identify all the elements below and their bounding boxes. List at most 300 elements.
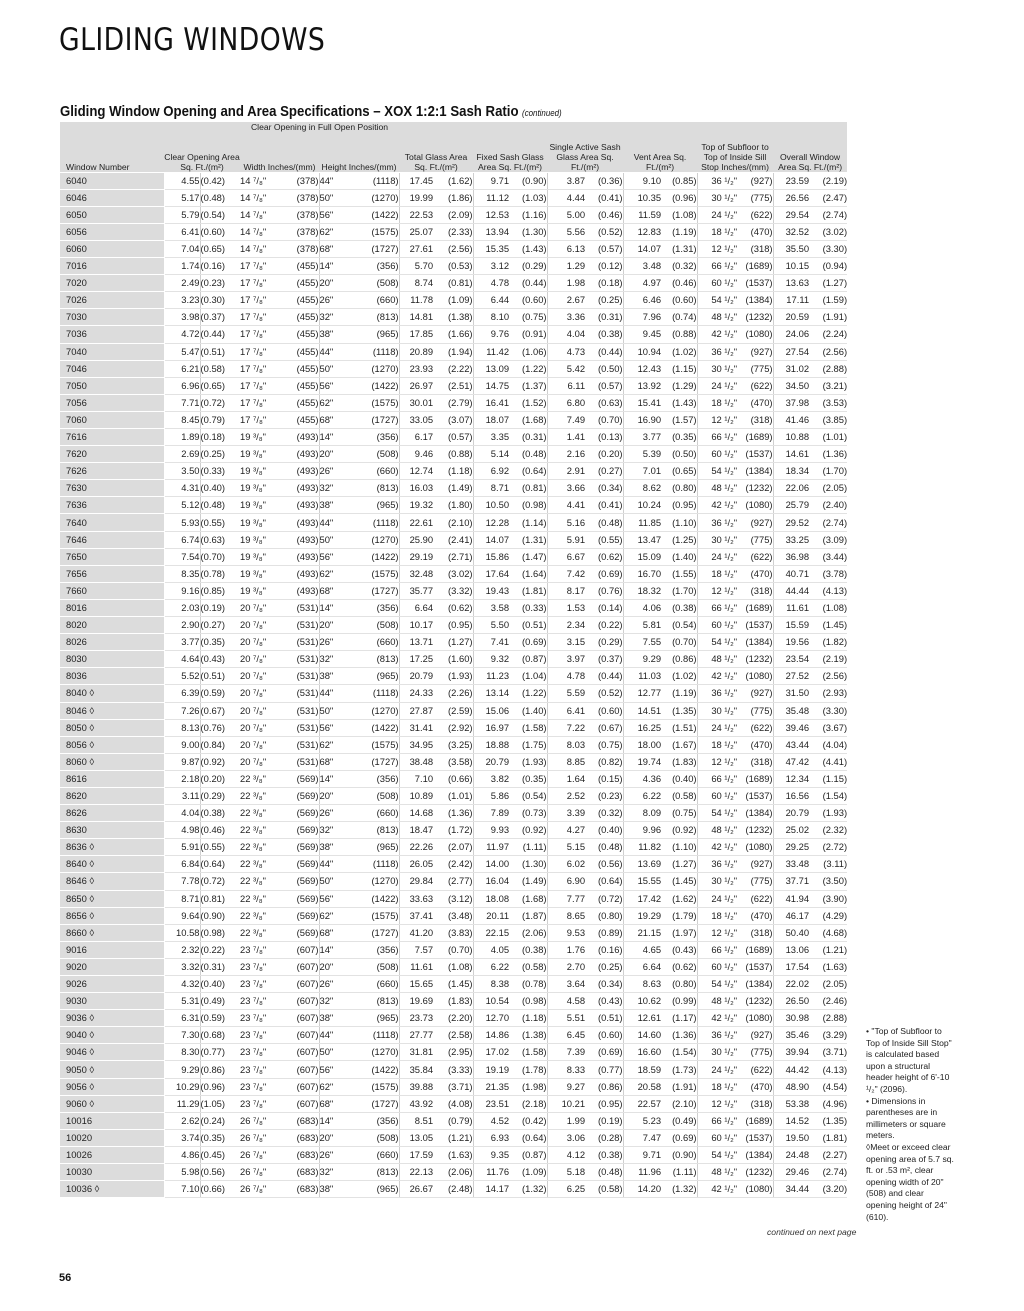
table-cell: 19 ³/₈" [240,531,283,548]
table-cell: 5.79 [164,206,200,223]
table-cell: 7.04 [164,240,200,257]
table-cell: (3.48) [433,907,473,924]
table-cell: (1689) [737,258,773,275]
table-cell: 6.96 [164,377,200,394]
table-cell: 7.96 [623,309,661,326]
table-cell: (1.27) [433,634,473,651]
table-cell: (1.37) [509,377,547,394]
table-cell: 5.47 [164,343,200,360]
table-cell: (1.47) [509,548,547,565]
table-cell: (1.27) [661,856,697,873]
table-cell: 20 ⁷/₈" [240,634,283,651]
table-cell: 19 ³/₈" [240,497,283,514]
table-cell: 7.47 [623,1129,661,1146]
table-cell: 7.71 [164,394,200,411]
table-cell: 18 ¹/₂" [697,1078,737,1095]
table-cell: (2.74) [809,1164,847,1181]
table-row [60,924,847,941]
table-cell: (1.58) [509,1044,547,1061]
table-cell: (1.11) [509,839,547,856]
window-number-cell: 8636 ◊ [60,839,164,856]
table-cell: (318) [737,753,773,770]
table-cell: (493) [283,514,319,531]
table-cell: (1689) [737,599,773,616]
table-cell: (1537) [737,787,773,804]
table-cell: 15.55 [623,873,661,890]
table-cell: 14.07 [473,531,509,548]
table-cell: (531) [283,702,319,719]
table-cell: (1575) [353,1078,399,1095]
table-cell: (0.15) [585,770,623,787]
table-cell: (1118) [353,172,399,189]
table-cell: 4.58 [547,993,585,1010]
table-cell: 8.13 [164,719,200,736]
table-cell: 56" [319,377,353,394]
table-cell: 62" [319,223,353,240]
table-cell: 12.70 [473,1010,509,1027]
table-row [60,463,847,480]
table-cell: 5.14 [473,446,509,463]
continued-next-page: continued on next page [767,1227,857,1237]
table-cell: 5.70 [399,258,433,275]
table-cell: 11.42 [473,343,509,360]
header-height: Height Inches/(mm) [319,138,399,172]
table-cell: (3.25) [433,736,473,753]
table-cell: 38" [319,668,353,685]
table-cell: (813) [353,651,399,668]
table-cell: (0.58) [585,1181,623,1198]
table-cell: (813) [353,309,399,326]
table-cell: 16.90 [623,411,661,428]
table-cell: 41.94 [773,890,809,907]
table-cell: (1.80) [433,497,473,514]
table-cell: (0.35) [661,429,697,446]
table-row [60,1095,847,1112]
table-cell: 4.64 [164,651,200,668]
table-cell: (0.74) [661,309,697,326]
table-cell: 23 ⁷/₈" [240,976,283,993]
table-cell: (0.48) [509,446,547,463]
table-cell: (1727) [353,240,399,257]
table-row [60,1146,847,1163]
table-cell: 31.81 [399,1044,433,1061]
table-row [60,787,847,804]
table-cell: (683) [283,1181,319,1198]
table-cell: 17 ⁷/₈" [240,258,283,275]
table-cell: (0.40) [585,822,623,839]
window-number-cell: 7056 [60,394,164,411]
header-full-open-group: Clear Opening in Full Open Position [240,122,399,138]
table-row [60,258,847,275]
table-cell: 3.87 [547,172,585,189]
table-cell: 8.63 [623,976,661,993]
table-cell: (455) [283,394,319,411]
table-cell: 17.85 [399,326,433,343]
table-cell: (1.25) [661,531,697,548]
table-cell: (2.40) [809,497,847,514]
table-cell: 18 ¹/₂" [697,907,737,924]
table-cell: 20 ⁷/₈" [240,702,283,719]
table-cell: (1270) [353,1044,399,1061]
table-cell: (965) [353,1181,399,1198]
table-cell: (0.68) [200,1027,240,1044]
table-cell: (569) [283,770,319,787]
table-cell: 14.51 [623,702,661,719]
table-cell: 2.34 [547,617,585,634]
table-cell: 14" [319,258,353,275]
table-cell: (0.46) [661,275,697,292]
table-cell: (607) [283,1095,319,1112]
table-cell: 10.88 [773,429,809,446]
table-cell: (1.36) [433,805,473,822]
table-cell: (0.27) [200,617,240,634]
table-row [60,429,847,446]
table-cell: 5.91 [164,839,200,856]
table-cell: (0.57) [585,240,623,257]
table-cell: (508) [353,958,399,975]
table-cell: 24 ¹/₂" [697,719,737,736]
table-cell: (0.33) [200,463,240,480]
table-cell: (2.05) [809,480,847,497]
table-cell: (2.72) [809,839,847,856]
table-cell: (3.11) [809,856,847,873]
table-cell: (0.24) [200,1112,240,1129]
table-cell: (3.07) [433,411,473,428]
table-cell: 17 ⁷/₈" [240,343,283,360]
table-cell: 8.74 [399,275,433,292]
table-cell: 19 ³/₈" [240,463,283,480]
table-cell: 14" [319,599,353,616]
table-cell: (1422) [353,719,399,736]
table-cell: 19.43 [473,582,509,599]
table-row [60,189,847,206]
table-cell: 18 ¹/₂" [697,223,737,240]
table-cell: (0.70) [200,548,240,565]
window-number-cell: 8050 ◊ [60,719,164,736]
table-cell: 12 ¹/₂" [697,240,737,257]
table-row [60,326,847,343]
table-cell: (1.05) [200,1095,240,1112]
table-cell: (0.80) [661,976,697,993]
table-cell: (775) [737,873,773,890]
table-cell: (0.42) [200,172,240,189]
table-cell: 6.02 [547,856,585,873]
table-row [60,839,847,856]
table-cell: 9.10 [623,172,661,189]
table-cell: 26.97 [399,377,433,394]
table-cell: 14.81 [399,309,433,326]
table-cell: (0.43) [200,651,240,668]
table-cell: (0.84) [200,736,240,753]
table-cell: 20 ⁷/₈" [240,736,283,753]
table-cell: 23.73 [399,1010,433,1027]
table-cell: 48 ¹/₂" [697,309,737,326]
table-cell: 7.39 [547,1044,585,1061]
table-cell: (493) [283,531,319,548]
table-cell: 6.64 [399,599,433,616]
table-cell: (1727) [353,582,399,599]
window-number-cell: 9046 ◊ [60,1044,164,1061]
table-cell: (1.36) [661,1027,697,1044]
table-cell: 11.85 [623,514,661,531]
table-cell: 14 ⁷/₈" [240,206,283,223]
table-cell: 38" [319,839,353,856]
table-cell: 20" [319,958,353,975]
table-cell: (2.51) [433,377,473,394]
table-cell: (607) [283,1061,319,1078]
table-cell: 23 ⁷/₈" [240,1027,283,1044]
table-cell: 39.94 [773,1044,809,1061]
table-cell: 22.26 [399,839,433,856]
table-cell: (455) [283,309,319,326]
table-cell: (0.18) [200,429,240,446]
table-cell: (0.52) [585,223,623,240]
window-number-cell: 10036 ◊ [60,1181,164,1198]
table-cell: 11.78 [399,292,433,309]
table-cell: (0.29) [200,787,240,804]
table-cell: (813) [353,1164,399,1181]
table-cell: 29.25 [773,839,809,856]
table-cell: 56" [319,548,353,565]
table-cell: 46.17 [773,907,809,924]
table-cell: 2.49 [164,275,200,292]
table-cell: (1.82) [809,634,847,651]
table-cell: 22 ³/₈" [240,873,283,890]
table-cell: (0.18) [585,275,623,292]
table-cell: 44" [319,685,353,702]
table-cell: 19.29 [623,907,661,924]
header-width: Width Inches/(mm) [240,138,319,172]
table-cell: 6.25 [547,1181,585,1198]
table-cell: (0.23) [585,787,623,804]
table-cell: 2.16 [547,446,585,463]
table-cell: (813) [353,480,399,497]
table-cell: 25.90 [399,531,433,548]
table-cell: (0.25) [200,446,240,463]
table-cell: 10.54 [473,993,509,1010]
header-single-active: Single Active Sash Glass Area Sq. Ft./(m²) [547,122,623,172]
table-row [60,1129,847,1146]
table-cell: (1422) [353,377,399,394]
table-cell: 4.12 [547,1146,585,1163]
table-cell: 24 ¹/₂" [697,548,737,565]
table-cell: 9.53 [547,924,585,941]
table-cell: 29.46 [773,1164,809,1181]
table-cell: 48 ¹/₂" [697,480,737,497]
table-cell: (927) [737,1027,773,1044]
table-cell: 16.25 [623,719,661,736]
table-cell: 10.29 [164,1078,200,1095]
table-cell: (1.17) [661,1010,697,1027]
table-cell: 26 ⁷/₈" [240,1112,283,1129]
table-cell: (2.05) [809,976,847,993]
table-cell: 20.89 [399,343,433,360]
table-cell: 23 ⁷/₈" [240,958,283,975]
table-cell: 50" [319,1044,353,1061]
table-cell: 3.98 [164,309,200,326]
window-number-cell: 7630 [60,480,164,497]
window-number-cell: 8656 ◊ [60,907,164,924]
table-cell: 14 ⁷/₈" [240,189,283,206]
table-row [60,531,847,548]
table-cell: (965) [353,839,399,856]
table-cell: 30 ¹/₂" [697,360,737,377]
table-cell: 30 ¹/₂" [697,189,737,206]
window-number-cell: 9026 [60,976,164,993]
table-cell: (493) [283,497,319,514]
table-cell: (493) [283,429,319,446]
table-cell: (2.95) [433,1044,473,1061]
table-cell: 11.59 [623,206,661,223]
table-cell: (0.70) [433,941,473,958]
window-number-cell: 7640 [60,514,164,531]
table-cell: (0.46) [585,206,623,223]
table-cell: 17.64 [473,565,509,582]
table-cell: (0.91) [509,326,547,343]
table-cell: (2.92) [433,719,473,736]
footnotes [866,1026,956,1223]
table-cell: (1.72) [433,822,473,839]
table-cell: (2.09) [433,206,473,223]
table-cell: (0.51) [200,343,240,360]
table-cell: 9.29 [623,651,661,668]
table-cell: (683) [283,1129,319,1146]
window-number-cell: 6050 [60,206,164,223]
table-cell: (1.81) [809,1129,847,1146]
table-row [60,446,847,463]
table-cell: 19 ³/₈" [240,514,283,531]
table-cell: 20 ⁷/₈" [240,617,283,634]
table-cell: 26" [319,463,353,480]
table-cell: (1.98) [509,1078,547,1095]
table-cell: 20" [319,275,353,292]
table-cell: 14.20 [623,1181,661,1198]
table-body [60,172,847,1198]
table-cell: 19.32 [399,497,433,514]
table-cell: 23.51 [473,1095,509,1112]
table-cell: (1384) [737,634,773,651]
window-number-cell: 6056 [60,223,164,240]
table-cell: (0.41) [585,497,623,514]
window-number-cell: 8660 ◊ [60,924,164,941]
table-cell: 20" [319,446,353,463]
table-cell: 11.12 [473,189,509,206]
table-cell: (1.93) [809,805,847,822]
table-cell: (531) [283,719,319,736]
table-cell: (470) [737,907,773,924]
table-cell: 5.81 [623,617,661,634]
table-cell: 31.50 [773,685,809,702]
table-cell: (0.31) [585,309,623,326]
table-cell: (1.66) [433,326,473,343]
table-cell: (1.02) [661,343,697,360]
window-number-cell: 8630 [60,822,164,839]
table-cell: (1.73) [661,1061,697,1078]
table-cell: (0.85) [200,582,240,599]
table-cell: 31.41 [399,719,433,736]
table-cell: 12.61 [623,1010,661,1027]
table-cell: 17.25 [399,651,433,668]
table-cell: 13.05 [399,1129,433,1146]
table-cell: (775) [737,189,773,206]
table-row [60,651,847,668]
table-cell: (0.40) [200,976,240,993]
table-cell: 33.05 [399,411,433,428]
table-cell: 13.71 [399,634,433,651]
table-cell: (1.67) [661,736,697,753]
header-overall: Overall Window Area Sq. Ft./(m²) [773,122,847,172]
table-cell: (0.16) [585,941,623,958]
table-cell: 8.62 [623,480,661,497]
table-cell: (1232) [737,822,773,839]
table-cell: (0.35) [200,634,240,651]
table-cell: (1.19) [661,223,697,240]
table-cell: 5.98 [164,1164,200,1181]
window-number-cell: 8646 ◊ [60,873,164,890]
table-row [60,1061,847,1078]
table-cell: 13.47 [623,531,661,548]
table-row [60,240,847,257]
table-cell: 6.21 [164,360,200,377]
table-cell: 30.98 [773,1010,809,1027]
table-cell: 5.15 [547,839,585,856]
table-cell: (1.54) [809,787,847,804]
table-cell: 12 ¹/₂" [697,411,737,428]
table-cell: 17 ⁷/₈" [240,377,283,394]
table-cell: 62" [319,907,353,924]
table-cell: 8.71 [164,890,200,907]
table-cell: (0.40) [200,480,240,497]
table-cell: (0.98) [200,924,240,941]
table-row [60,599,847,616]
table-cell: 5.59 [547,685,585,702]
table-row [60,309,847,326]
window-number-cell: 8060 ◊ [60,753,164,770]
table-cell: 17.59 [399,1146,433,1163]
table-cell: (3.32) [433,582,473,599]
table-cell: (1.45) [809,617,847,634]
table-cell: (2.48) [433,1181,473,1198]
window-number-cell: 8036 [60,668,164,685]
table-cell: (0.75) [585,736,623,753]
table-cell: 7.30 [164,1027,200,1044]
table-cell: 26 ⁷/₈" [240,1146,283,1163]
table-cell: 11.61 [773,599,809,616]
table-cell: 48 ¹/₂" [697,651,737,668]
table-cell: (0.14) [585,599,623,616]
table-cell: (0.55) [585,531,623,548]
table-cell: (1384) [737,463,773,480]
table-cell: (607) [283,1078,319,1095]
table-cell: (0.46) [200,822,240,839]
table-cell: (0.69) [509,634,547,651]
table-cell: (0.34) [585,480,623,497]
table-cell: 22 ³/₈" [240,839,283,856]
table-cell: (531) [283,651,319,668]
table-cell: (0.92) [509,822,547,839]
window-number-cell: 7060 [60,411,164,428]
table-cell: 22 ³/₈" [240,924,283,941]
table-cell: 2.18 [164,770,200,787]
table-cell: (1.97) [661,924,697,941]
table-cell: (1232) [737,993,773,1010]
table-cell: (470) [737,565,773,582]
table-cell: 25.07 [399,223,433,240]
table-cell: 9.35 [473,1146,509,1163]
table-cell: 5.91 [547,531,585,548]
table-cell: 17.11 [773,292,809,309]
table-cell: 9.32 [473,651,509,668]
